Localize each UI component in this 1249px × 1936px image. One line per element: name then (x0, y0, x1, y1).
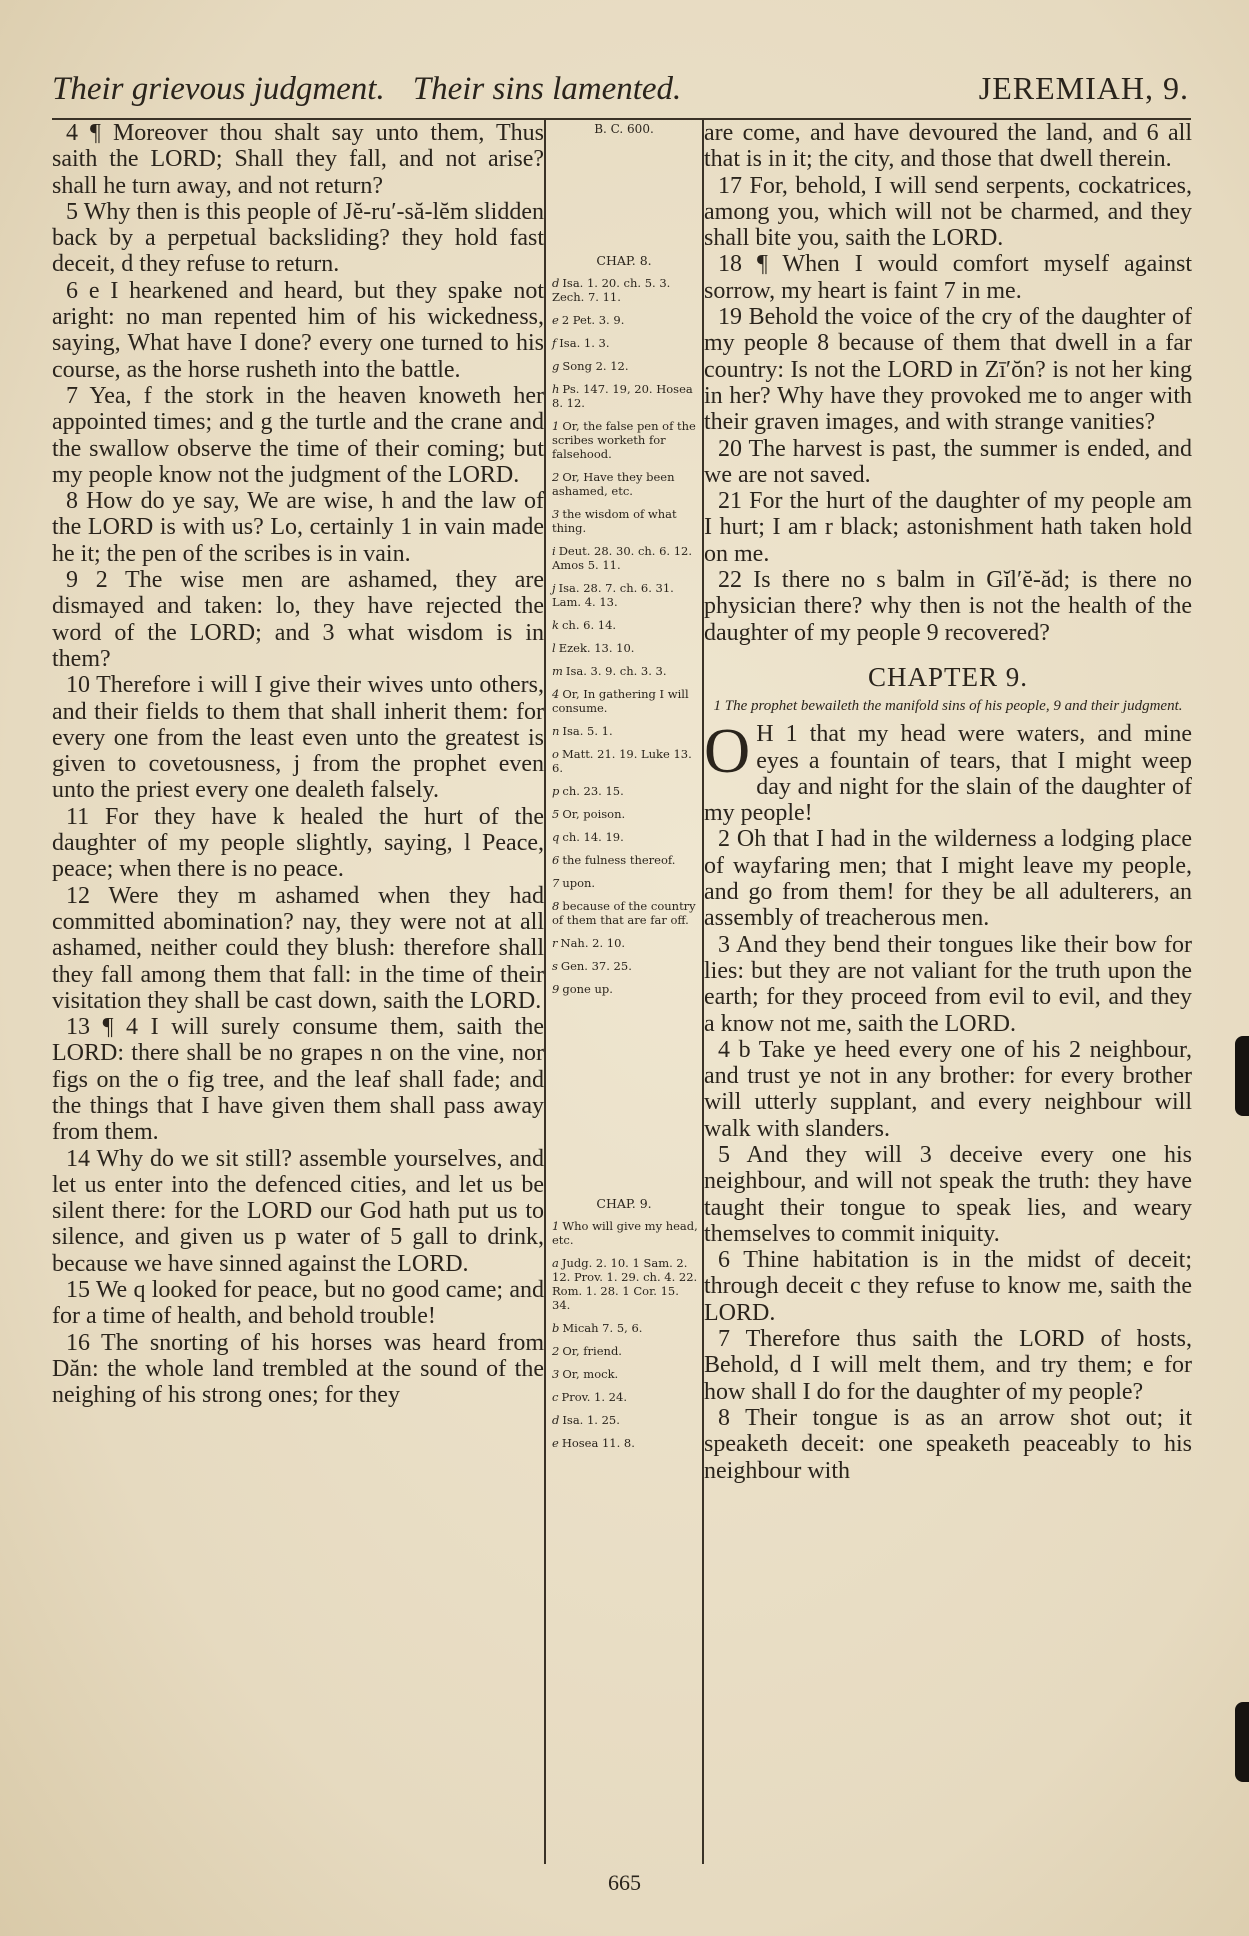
reference-key: n (552, 724, 560, 738)
verse: 8 How do ye say, We are wise, h and the law of the LORD is with us? Lo, certainly 1 in vain made he it; the pen of the scribes is in vain. (52, 488, 544, 567)
reference-text: Isa. 3. 9. ch. 3. 3. (565, 664, 667, 678)
verse: 6 Thine habitation is in the midst of deceit; through deceit c they refuse to know me, saith the LORD. (704, 1247, 1192, 1326)
reference-key: 3 (552, 1367, 560, 1381)
reference-key: d (552, 276, 560, 290)
verse: 12 Were they m ashamed when they had committed abomination? nay, they were not at all ashamed, neither could they blush: therefore shall they fall among them that fall: in the time of their visitation they shall be cast down, saith the LORD. (52, 882, 544, 1014)
reference-key: q (552, 830, 560, 844)
left-column (52, 120, 544, 1409)
reference-text: Prov. 1. 24. (561, 1390, 627, 1404)
reference-key: 5 (552, 807, 560, 821)
cross-reference (544, 1390, 704, 1404)
cross-reference (544, 336, 704, 350)
header-left-title: Their grievous judgment. (52, 71, 385, 107)
reference-text: Who will give my head, etc. (552, 1219, 698, 1247)
cross-reference (544, 1219, 704, 1247)
reference-text: Nah. 2. 10. (560, 936, 626, 950)
cross-reference (544, 419, 704, 461)
reference-text: Hosea 11. 8. (561, 1436, 635, 1450)
reference-key: 9 (552, 982, 560, 996)
reference-key: c (552, 1390, 559, 1404)
reference-key: e (552, 313, 559, 327)
cross-reference (544, 544, 704, 572)
chapter-heading: CHAPTER 9. (867, 661, 1029, 692)
reference-key: r (552, 936, 558, 950)
reference-key: g (552, 359, 560, 373)
cross-reference (544, 784, 704, 798)
thumb-index-tab (1235, 1702, 1249, 1782)
reference-text: ch. 14. 19. (562, 830, 624, 844)
reference-key: s (552, 959, 558, 973)
reference-text: gone up. (562, 982, 613, 996)
reference-text: Or, the false pen of the scribes worketh for falsehood. (552, 419, 696, 461)
cross-reference (544, 959, 704, 973)
date-note: B. C. 600. (594, 122, 654, 136)
cross-reference (544, 807, 704, 821)
reference-text: because of the country of them that are far off. (552, 899, 696, 927)
center-reference-column (544, 120, 704, 1864)
cross-reference (544, 359, 704, 373)
chapter-8-references (544, 276, 704, 996)
cross-reference (544, 747, 704, 775)
reference-text: ch. 6. 14. (561, 618, 617, 632)
chapter-8-refs-label: CHAP. 8. (596, 253, 652, 268)
right-column (704, 120, 1192, 1484)
cross-reference (544, 618, 704, 632)
verse: 13 ¶ 4 I will surely consume them, saith the LORD: there shall be no grapes n on the vine, nor figs on the o fig tree, and the leaf shall fade; and the things that I have given them shall pass away from them. (52, 1014, 544, 1146)
chapter-9-refs-label: CHAP. 9. (596, 1196, 652, 1211)
reference-key: m (552, 664, 563, 678)
reference-text: Deut. 28. 30. ch. 6. 12. Amos 5. 11. (552, 544, 693, 572)
reference-key: b (552, 1321, 560, 1335)
reference-text: Or, poison. (562, 807, 626, 821)
verse: 6 e I hearkened and heard, but they spake not aright: no man repented him of his wickedness, saying, What have I done? every one turned to his course, as the horse rusheth into the battle. (52, 277, 544, 383)
thumb-index-tab (1235, 1036, 1249, 1116)
verse: 21 For the hurt of the daughter of my people am I hurt; I am r black; astonishment hath taken hold on me. (704, 488, 1192, 567)
page-number: 665 (608, 1870, 641, 1895)
cross-reference (544, 641, 704, 655)
reference-text: Or, Have they been ashamed, etc. (552, 470, 675, 498)
cross-reference (544, 382, 704, 410)
verse: 8 Their tongue is as an arrow shot out; it speaketh deceit: one speaketh peaceably to his neighbour with (704, 1404, 1192, 1484)
reference-key: l (552, 641, 556, 655)
verse: 5 Why then is this people of Jĕ-ru′-să-lĕm slidden back by a perpetual backsliding? they hold fast deceit, d they refuse to return. (52, 198, 544, 278)
cross-reference (544, 724, 704, 738)
verse: 7 Therefore thus saith the LORD of hosts, Behold, d I will melt them, and try them; e for how shall I do for the daughter of my people? (704, 1326, 1192, 1405)
verse: 19 Behold the voice of the cry of the daughter of my people 8 because of them that dwell in a far country: Is not the LORD in Zī′ŏn? is not her king in her? Why have they provoked me to anger with their graven images, and with strange vanities? (704, 304, 1192, 436)
cross-reference (544, 687, 704, 715)
reference-key: i (552, 544, 556, 558)
reference-key: f (552, 336, 557, 350)
reference-text: Micah 7. 5, 6. (562, 1321, 643, 1335)
cross-reference (544, 507, 704, 535)
cross-reference (544, 853, 704, 867)
verse: 16 The snorting of his horses was heard from Dăn: the whole land trembled at the sound of the neighing of his strong ones; for they (52, 1329, 544, 1409)
reference-key: 2 (552, 1344, 560, 1358)
reference-text: Or, In gathering I will consume. (552, 687, 689, 715)
reference-key: p (552, 784, 560, 798)
reference-key: 7 (552, 876, 560, 890)
reference-key: a (552, 1256, 559, 1270)
cross-reference (544, 899, 704, 927)
reference-text: Isa. 1. 3. (559, 336, 610, 350)
cross-reference (544, 1321, 704, 1335)
cross-reference (544, 1436, 704, 1450)
reference-text: the wisdom of what thing. (552, 507, 677, 535)
cross-reference (544, 664, 704, 678)
reference-text: ch. 23. 15. (562, 784, 624, 798)
running-head: JEREMIAH, 9. (978, 70, 1189, 106)
cross-reference (544, 581, 704, 609)
cross-reference (544, 876, 704, 890)
cross-reference (544, 1413, 704, 1427)
verse: 4 b Take ye heed every one of his 2 neighbour, and trust ye not in any brother: for every brother will utterly supplant, and every neighbour will walk with slanders. (704, 1036, 1192, 1142)
reference-key: 8 (552, 899, 560, 913)
verse: 7 Yea, f the stork in the heaven knoweth her appointed times; and g the turtle and the crane and the swallow observe the time of their coming; but my people know not the judgment of the LORD. (52, 382, 544, 488)
verse: 17 For, behold, I will send serpents, cockatrices, among you, which will not be charmed, and they shall bite you, saith the LORD. (704, 172, 1192, 252)
verse: are come, and have devoured the land, and 6 all that is in it; the city, and those that dwell therein. (704, 120, 1192, 173)
verse: 15 We q looked for peace, but no good came; and for a time of health, and behold trouble! (52, 1277, 544, 1330)
reference-key: 1 (552, 419, 560, 433)
page-header (52, 70, 1189, 114)
reference-key: 4 (552, 687, 560, 701)
reference-key: o (552, 747, 559, 761)
cross-reference (544, 830, 704, 844)
reference-key: h (552, 382, 560, 396)
verse: 10 Therefore i will I give their wives unto others, and their fields to them that shall inherit them: for every one from the least even unto the greatest is given to covetousness, j from the prophet even unto the priest every one dealeth falsely. (52, 672, 544, 804)
header-mid-title: Their sins lamented. (412, 71, 682, 107)
reference-key: 2 (552, 470, 560, 484)
verse: 5 And they will 3 deceive every one his neighbour, and will not speak the truth: they have taught their tongue to speak lies, and weary themselves to commit iniquity. (704, 1141, 1192, 1247)
cross-reference (544, 1344, 704, 1358)
cross-reference (544, 313, 704, 327)
reference-text: Isa. 1. 25. (562, 1413, 620, 1427)
drop-cap: O (704, 715, 751, 787)
cross-reference (544, 1256, 704, 1312)
verse: 22 Is there no s balm in Gĭl′ĕ-ăd; is there no physician there? why then is not the health of the daughter of my people 9 recovered? (704, 567, 1192, 646)
reference-text: the fulness thereof. (562, 853, 676, 867)
reference-text: Ps. 147. 19, 20. Hosea 8. 12. (552, 382, 693, 410)
chapter-9-references (544, 1219, 704, 1450)
verse: 14 Why do we sit still? assemble yourselves, and let us enter into the defenced cities, and let us be silent there: for the LORD our God hath put us to silence, and given us p water of 5 gall to drink, because we have sinned against the LORD. (52, 1145, 544, 1277)
reference-key: 1 (552, 1219, 560, 1233)
reference-text: Or, friend. (562, 1344, 622, 1358)
reference-text: Gen. 37. 25. (560, 959, 632, 973)
reference-text: upon. (562, 876, 596, 890)
cross-reference (544, 936, 704, 950)
cross-reference (544, 276, 704, 304)
cross-reference (544, 470, 704, 498)
reference-key: d (552, 1413, 560, 1427)
cross-reference (544, 1367, 704, 1381)
cross-reference (544, 982, 704, 996)
reference-text: Ezek. 13. 10. (558, 641, 635, 655)
verse: 3 And they bend their tongues like their bow for lies: but they are not valiant for the truth upon the earth; for they proceed from evil to evil, and they a know not me, saith the LORD. (704, 931, 1192, 1037)
verse: H 1 that my head were waters, and mine eyes a fountain of tears, that I might weep day and night for the slain of the daughter of my people! (704, 721, 1192, 827)
verse: 2 Oh that I had in the wilderness a lodging place of wayfaring men; that I might leave my people, and go from them! for they be all adulterers, an assembly of treacherous men. (704, 826, 1192, 932)
chapter-summary: 1 The prophet bewaileth the manifold sins of his people, 9 and their judgment. (713, 698, 1183, 715)
reference-key: e (552, 1436, 559, 1450)
reference-text: Song 2. 12. (562, 359, 629, 373)
verse: 20 The harvest is past, the summer is ended, and we are not saved. (704, 435, 1192, 488)
reference-key: j (552, 581, 556, 595)
verse: 11 For they have k healed the hurt of the daughter of my people slightly, saying, l Peace, peace; when there is no peace. (52, 803, 544, 883)
verse: 18 ¶ When I would comfort myself against sorrow, my heart is faint 7 in me. (704, 251, 1192, 304)
reference-text: Isa. 5. 1. (562, 724, 613, 738)
reference-text: Matt. 21. 19. Luke 13. 6. (552, 747, 692, 775)
reference-key: 6 (552, 853, 560, 867)
reference-text: Or, mock. (562, 1367, 619, 1381)
reference-text: Judg. 2. 10. 1 Sam. 2. 12. Prov. 1. 29. ch. 4. 22. Rom. 1. 28. 1 Cor. 15. 34. (552, 1256, 698, 1312)
reference-text: Isa. 1. 20. ch. 5. 3. Zech. 7. 11. (552, 276, 671, 304)
reference-key: 3 (552, 507, 560, 521)
reference-text: 2 Pet. 3. 9. (561, 313, 625, 327)
reference-text: Isa. 28. 7. ch. 6. 31. Lam. 4. 13. (552, 581, 674, 609)
verse: 4 ¶ Moreover thou shalt say unto them, Thus saith the LORD; Shall they fall, and not arise? shall he turn away, and not return? (52, 120, 544, 199)
reference-key: k (552, 618, 559, 632)
verse: 9 2 The wise men are ashamed, they are dismayed and taken: lo, they have rejected the word of the LORD; and 3 what wisdom is in them? (52, 567, 544, 672)
